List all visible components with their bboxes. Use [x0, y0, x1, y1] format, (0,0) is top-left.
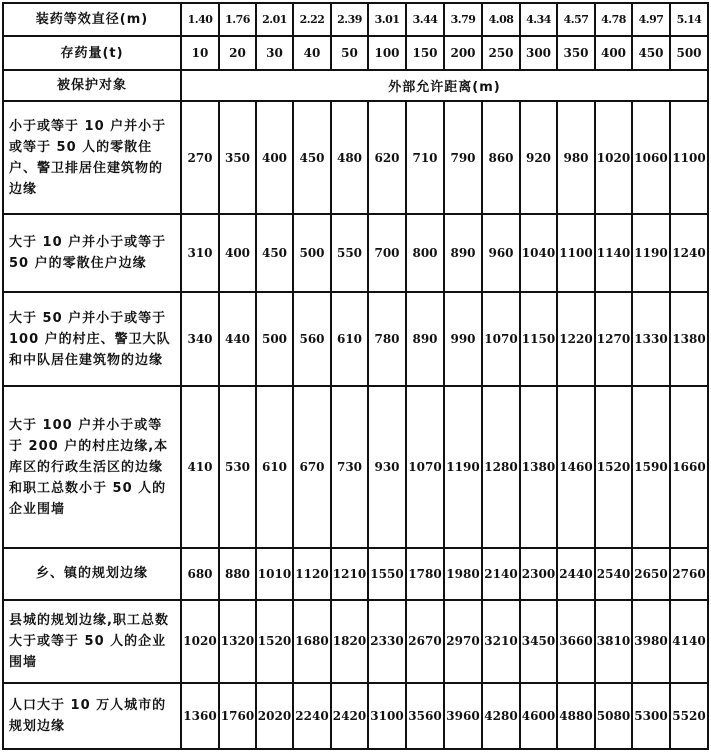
charge-value: 250: [482, 36, 520, 69]
distance-value: 1330: [632, 292, 670, 386]
distance-value: 680: [181, 548, 219, 599]
diameter-value: 4.08: [482, 3, 520, 36]
distance-value: 1320: [219, 600, 256, 684]
distance-value: 1520: [256, 600, 293, 684]
distance-value: 560: [293, 292, 331, 386]
diameter-value: 4.78: [595, 3, 632, 36]
distance-value: 880: [219, 548, 256, 599]
diameter-value: 3.79: [444, 3, 482, 36]
distance-value: 440: [219, 292, 256, 386]
object-row: [3, 70, 708, 101]
charge-value: 40: [293, 36, 331, 69]
distance-value: 3100: [368, 683, 406, 749]
distance-value: 4280: [482, 683, 520, 749]
charge-label: 存药量(t): [3, 36, 181, 69]
row-label: 人口大于 10 万人城市的规划边缘: [3, 683, 181, 749]
distance-value: 1150: [520, 292, 557, 386]
charge-value: 500: [670, 36, 708, 69]
distance-value: 1140: [595, 214, 632, 292]
distance-value: 3210: [482, 600, 520, 684]
diameter-value: 4.34: [520, 3, 557, 36]
distance-value: 4880: [557, 683, 595, 749]
distance-value: 890: [444, 214, 482, 292]
distance-value: 1760: [219, 683, 256, 749]
diameter-value: 2.01: [256, 3, 293, 36]
table-row: [3, 292, 708, 386]
distance-value: 960: [482, 214, 520, 292]
diameter-value: 3.01: [368, 3, 406, 36]
distance-value: 550: [331, 214, 368, 292]
distance-value: 410: [181, 386, 219, 548]
distance-value: 1280: [482, 386, 520, 548]
diameter-value: 3.44: [406, 3, 444, 36]
distance-value: 1590: [632, 386, 670, 548]
charge-value: 30: [256, 36, 293, 69]
distance-value: 1210: [331, 548, 368, 599]
distance-value: 860: [482, 101, 520, 214]
charge-row: [3, 36, 708, 69]
distance-value: 5080: [595, 683, 632, 749]
distance-value: 1660: [670, 386, 708, 548]
distance-value: 1100: [670, 101, 708, 214]
distance-value: 1460: [557, 386, 595, 548]
distance-value: 500: [293, 214, 331, 292]
distance-value: 3980: [632, 600, 670, 684]
distance-value: 1060: [632, 101, 670, 214]
distance-value: 1070: [406, 386, 444, 548]
distance-value: 2300: [520, 548, 557, 599]
distance-value: 2140: [482, 548, 520, 599]
diameter-value: 5.14: [670, 3, 708, 36]
distance-value: 350: [219, 101, 256, 214]
diameter-value: 4.97: [632, 3, 670, 36]
distance-value: 610: [331, 292, 368, 386]
distance-value: 2670: [406, 600, 444, 684]
diameter-value: 2.22: [293, 3, 331, 36]
charge-value: 200: [444, 36, 482, 69]
distance-value: 3450: [520, 600, 557, 684]
distance-value: 1270: [595, 292, 632, 386]
distance-value: 4600: [520, 683, 557, 749]
distance-value: 1550: [368, 548, 406, 599]
distance-value: 2650: [632, 548, 670, 599]
distance-value: 1820: [331, 600, 368, 684]
table-row: [3, 101, 708, 214]
distance-table: [2, 2, 709, 750]
distance-value: 1360: [181, 683, 219, 749]
distance-value: 670: [293, 386, 331, 548]
distance-value: 610: [256, 386, 293, 548]
distance-value: 500: [256, 292, 293, 386]
distance-value: 1010: [256, 548, 293, 599]
distance-value: 5520: [670, 683, 708, 749]
table-row: [3, 548, 708, 599]
distance-value: 310: [181, 214, 219, 292]
distance-value: 1680: [293, 600, 331, 684]
distance-value: 530: [219, 386, 256, 548]
distance-value: 2760: [670, 548, 708, 599]
distance-value: 450: [256, 214, 293, 292]
distance-value: 2330: [368, 600, 406, 684]
distance-value: 1780: [406, 548, 444, 599]
distance-value: 2240: [293, 683, 331, 749]
table-row: [3, 600, 708, 684]
distance-value: 5300: [632, 683, 670, 749]
distance-value: 3960: [444, 683, 482, 749]
distance-value: 920: [520, 101, 557, 214]
row-label: 乡、镇的规划边缘: [3, 548, 181, 599]
distance-value: 700: [368, 214, 406, 292]
table-row: [3, 683, 708, 749]
distance-value: 1980: [444, 548, 482, 599]
distance-value: 2970: [444, 600, 482, 684]
distance-value: 1040: [520, 214, 557, 292]
charge-value: 100: [368, 36, 406, 69]
distance-value: 2540: [595, 548, 632, 599]
distance-value: 710: [406, 101, 444, 214]
distance-value: 930: [368, 386, 406, 548]
distance-value: 2020: [256, 683, 293, 749]
charge-value: 150: [406, 36, 444, 69]
row-label: 大于 10 户并小于或等于 50 户的零散住户边缘: [3, 214, 181, 292]
diameter-row: [3, 3, 708, 36]
diameter-label: 装药等效直径(m): [3, 3, 181, 36]
row-label: 大于 50 户并小于或等于 100 户的村庄、警卫大队和中队居住建筑物的边缘: [3, 292, 181, 386]
table-row: [3, 386, 708, 548]
distance-value: 480: [331, 101, 368, 214]
distance-value: 800: [406, 214, 444, 292]
distance-value: 620: [368, 101, 406, 214]
diameter-value: 1.76: [219, 3, 256, 36]
charge-value: 20: [219, 36, 256, 69]
distance-value: 730: [331, 386, 368, 548]
diameter-value: 2.39: [331, 3, 368, 36]
distance-value: 1220: [557, 292, 595, 386]
distance-value: 2440: [557, 548, 595, 599]
distance-value: 3810: [595, 600, 632, 684]
charge-value: 50: [331, 36, 368, 69]
distance-value: 340: [181, 292, 219, 386]
distance-value: 1240: [670, 214, 708, 292]
charge-value: 450: [632, 36, 670, 69]
distance-label: 外部允许距离(m): [181, 70, 708, 101]
diameter-value: 4.57: [557, 3, 595, 36]
table-row: [3, 214, 708, 292]
row-label: 大于 100 户并小于或等于 200 户的村庄边缘,本库区的行政生活区的边缘和职工总数小于 50 人的企业围墙: [3, 386, 181, 548]
distance-value: 780: [368, 292, 406, 386]
distance-value: 270: [181, 101, 219, 214]
row-label: 县城的规划边缘,职工总数大于或等于 50 人的企业围墙: [3, 600, 181, 684]
distance-value: 4140: [670, 600, 708, 684]
distance-value: 3560: [406, 683, 444, 749]
charge-value: 10: [181, 36, 219, 69]
distance-value: 1190: [444, 386, 482, 548]
distance-value: 3660: [557, 600, 595, 684]
charge-value: 400: [595, 36, 632, 69]
distance-value: 2420: [331, 683, 368, 749]
object-label: 被保护对象: [3, 70, 181, 101]
distance-value: 1380: [520, 386, 557, 548]
distance-value: 1520: [595, 386, 632, 548]
distance-value: 890: [406, 292, 444, 386]
distance-value: 450: [293, 101, 331, 214]
row-label: 小于或等于 10 户并小于或等于 50 人的零散住户、警卫排居住建筑物的边缘: [3, 101, 181, 214]
distance-value: 790: [444, 101, 482, 214]
distance-value: 980: [557, 101, 595, 214]
distance-value: 1070: [482, 292, 520, 386]
charge-value: 300: [520, 36, 557, 69]
distance-value: 1190: [632, 214, 670, 292]
distance-value: 1380: [670, 292, 708, 386]
distance-value: 1100: [557, 214, 595, 292]
charge-value: 350: [557, 36, 595, 69]
distance-value: 400: [256, 101, 293, 214]
distance-value: 990: [444, 292, 482, 386]
distance-value: 1120: [293, 548, 331, 599]
distance-value: 1020: [181, 600, 219, 684]
distance-value: 1020: [595, 101, 632, 214]
distance-value: 400: [219, 214, 256, 292]
diameter-value: 1.40: [181, 3, 219, 36]
